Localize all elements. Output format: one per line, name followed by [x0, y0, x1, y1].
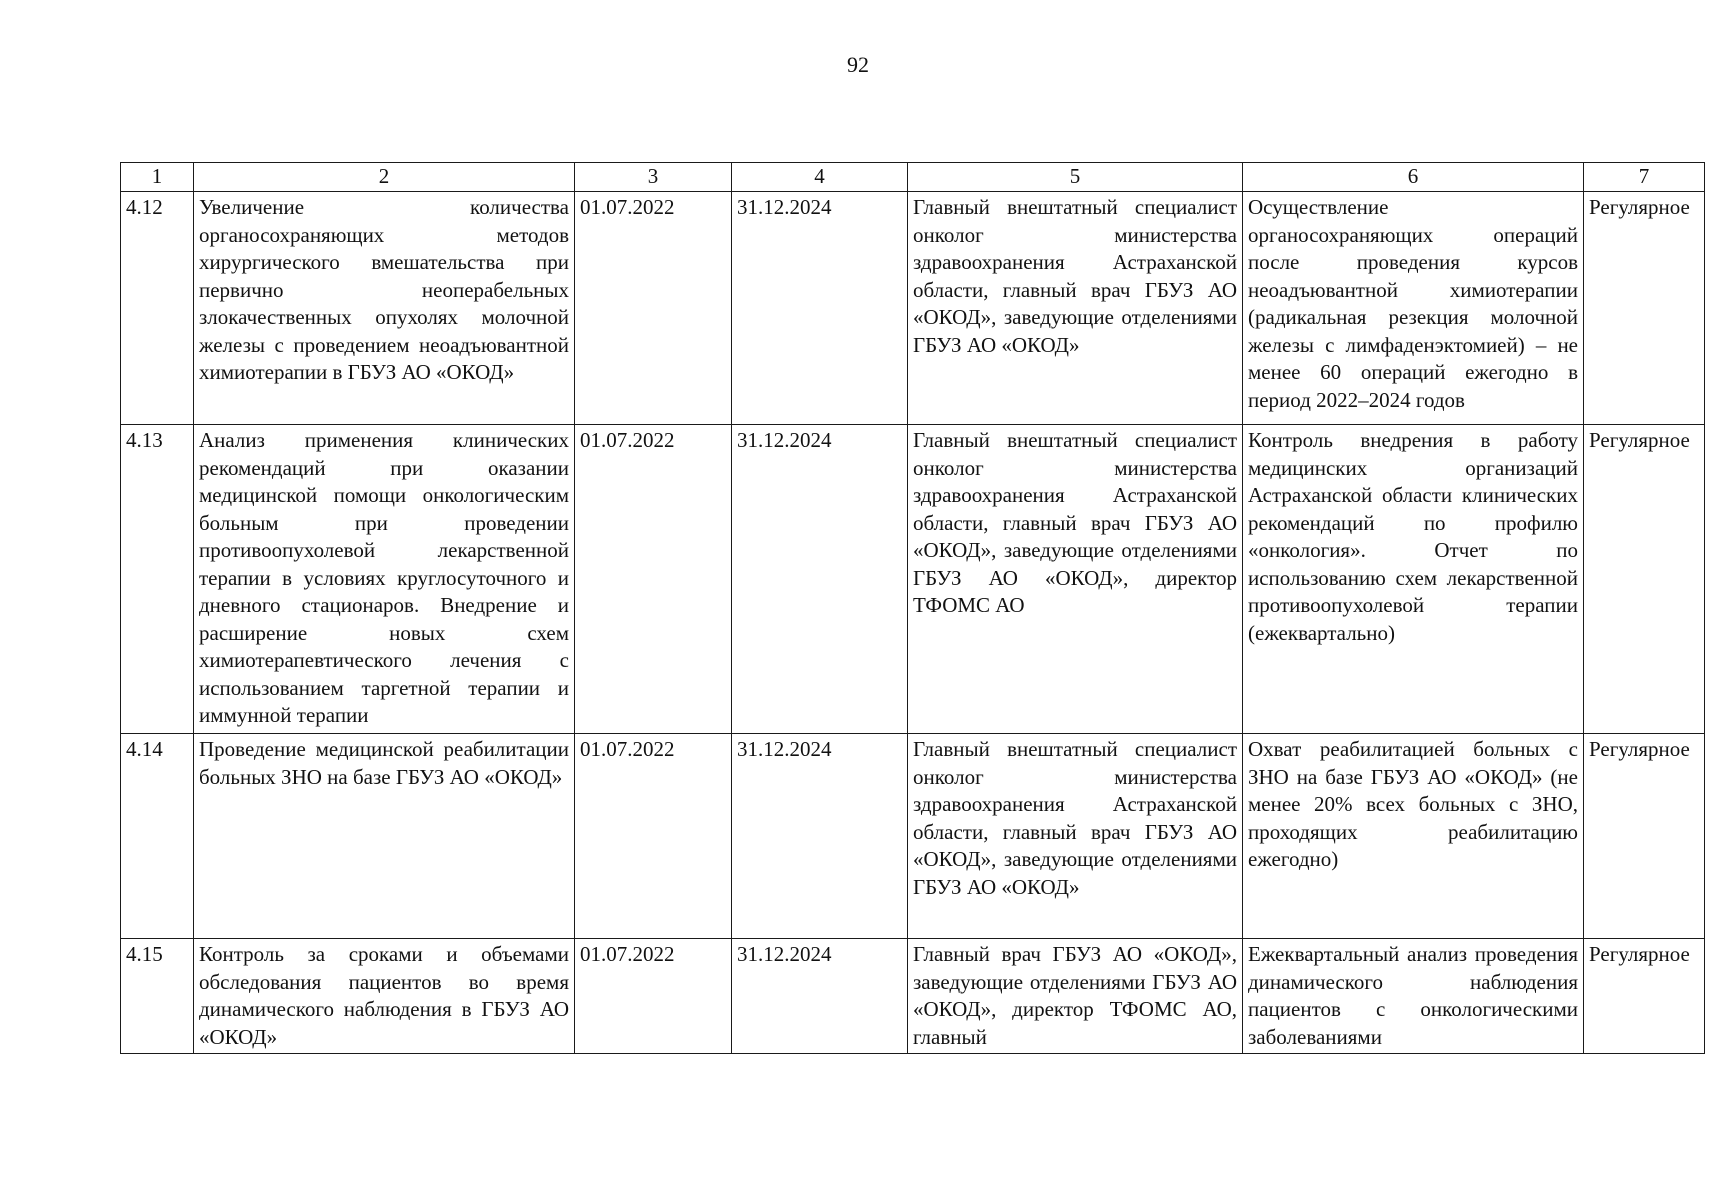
expected-result: Осуществление органосохраняющих операций после проведения курсов неоадъювантной химиотерапии (радикальная резекция молочной железы с лимфаденэктомией) – не менее 60 операций ежегодно в период 2022–2024 годов — [1243, 192, 1584, 425]
expected-result: Ежеквартальный анализ проведения динамического наблюдения пациентов с онкологическими заболеваниями — [1243, 939, 1584, 1054]
end-date: 31.12.2024 — [732, 734, 908, 939]
column-header-4: 4 — [732, 163, 908, 192]
column-header-1: 1 — [121, 163, 194, 192]
row-number: 4.13 — [121, 425, 194, 734]
frequency: Регулярное — [1584, 192, 1705, 425]
activity-description: Увеличение количества органосохраняющих методов хирургического вмешательства при первично неоперабельных злокачественных опухолях молочной железы с проведением неоадъювантной химиотерапии в ГБУЗ АО «ОКОД» — [194, 192, 575, 425]
column-header-3: 3 — [575, 163, 732, 192]
activity-description: Проведение медицинской реабилитации больных ЗНО на базе ГБУЗ АО «ОКОД» — [194, 734, 575, 939]
expected-result: Контроль внедрения в работу медицинских организаций Астраханской области клинических рекомендаций по профилю «онкология». Отчет по использованию схем лекарственной противоопухолевой терапии (ежеквартально) — [1243, 425, 1584, 734]
end-date: 31.12.2024 — [732, 192, 908, 425]
column-header-7: 7 — [1584, 163, 1705, 192]
row-number: 4.14 — [121, 734, 194, 939]
column-header-2: 2 — [194, 163, 575, 192]
page-number: 92 — [847, 52, 869, 77]
frequency: Регулярное — [1584, 939, 1705, 1054]
expected-result: Охват реабилитацией больных с ЗНО на базе ГБУЗ АО «ОКОД» (не менее 20% всех больных с ЗНО, проходящих реабилитацию ежегодно) — [1243, 734, 1584, 939]
start-date: 01.07.2022 — [575, 939, 732, 1054]
responsible-executors: Главный внештатный специалист онколог министерства здравоохранения Астраханской области, главный врач ГБУЗ АО «ОКОД», заведующие отделениями ГБУЗ АО «ОКОД» — [908, 734, 1243, 939]
start-date: 01.07.2022 — [575, 192, 732, 425]
row-number: 4.15 — [121, 939, 194, 1054]
header-row — [121, 163, 1705, 192]
start-date: 01.07.2022 — [575, 734, 732, 939]
activity-description: Анализ применения клинических рекомендаций при оказании медицинской помощи онкологическим больным при проведении противоопухолевой лекарственной терапии в условиях круглосуточного и дневного стационаров. Внедрение и расширение новых схем химиотерапевтического лечения с использованием таргетной терапии и иммунной терапии — [194, 425, 575, 734]
responsible-executors: Главный врач ГБУЗ АО «ОКОД», заведующие отделениями ГБУЗ АО «ОКОД», директор ТФОМС АО, главный — [908, 939, 1243, 1054]
frequency: Регулярное — [1584, 734, 1705, 939]
activities-table — [120, 162, 1705, 1054]
end-date: 31.12.2024 — [732, 939, 908, 1054]
start-date: 01.07.2022 — [575, 425, 732, 734]
table-row — [121, 425, 1705, 734]
column-header-5: 5 — [908, 163, 1243, 192]
column-header-6: 6 — [1243, 163, 1584, 192]
end-date: 31.12.2024 — [732, 425, 908, 734]
table-row — [121, 192, 1705, 425]
frequency: Регулярное — [1584, 425, 1705, 734]
table-row — [121, 939, 1705, 1054]
table-row — [121, 734, 1705, 939]
row-number: 4.12 — [121, 192, 194, 425]
activity-description: Контроль за сроками и объемами обследования пациентов во время динамического наблюдения в ГБУЗ АО «ОКОД» — [194, 939, 575, 1054]
responsible-executors: Главный внештатный специалист онколог министерства здравоохранения Астраханской области, главный врач ГБУЗ АО «ОКОД», заведующие отделениями ГБУЗ АО «ОКОД» — [908, 192, 1243, 425]
responsible-executors: Главный внештатный специалист онколог министерства здравоохранения Астраханской области, главный врач ГБУЗ АО «ОКОД», заведующие отделениями ГБУЗ АО «ОКОД», директор ТФОМС АО — [908, 425, 1243, 734]
